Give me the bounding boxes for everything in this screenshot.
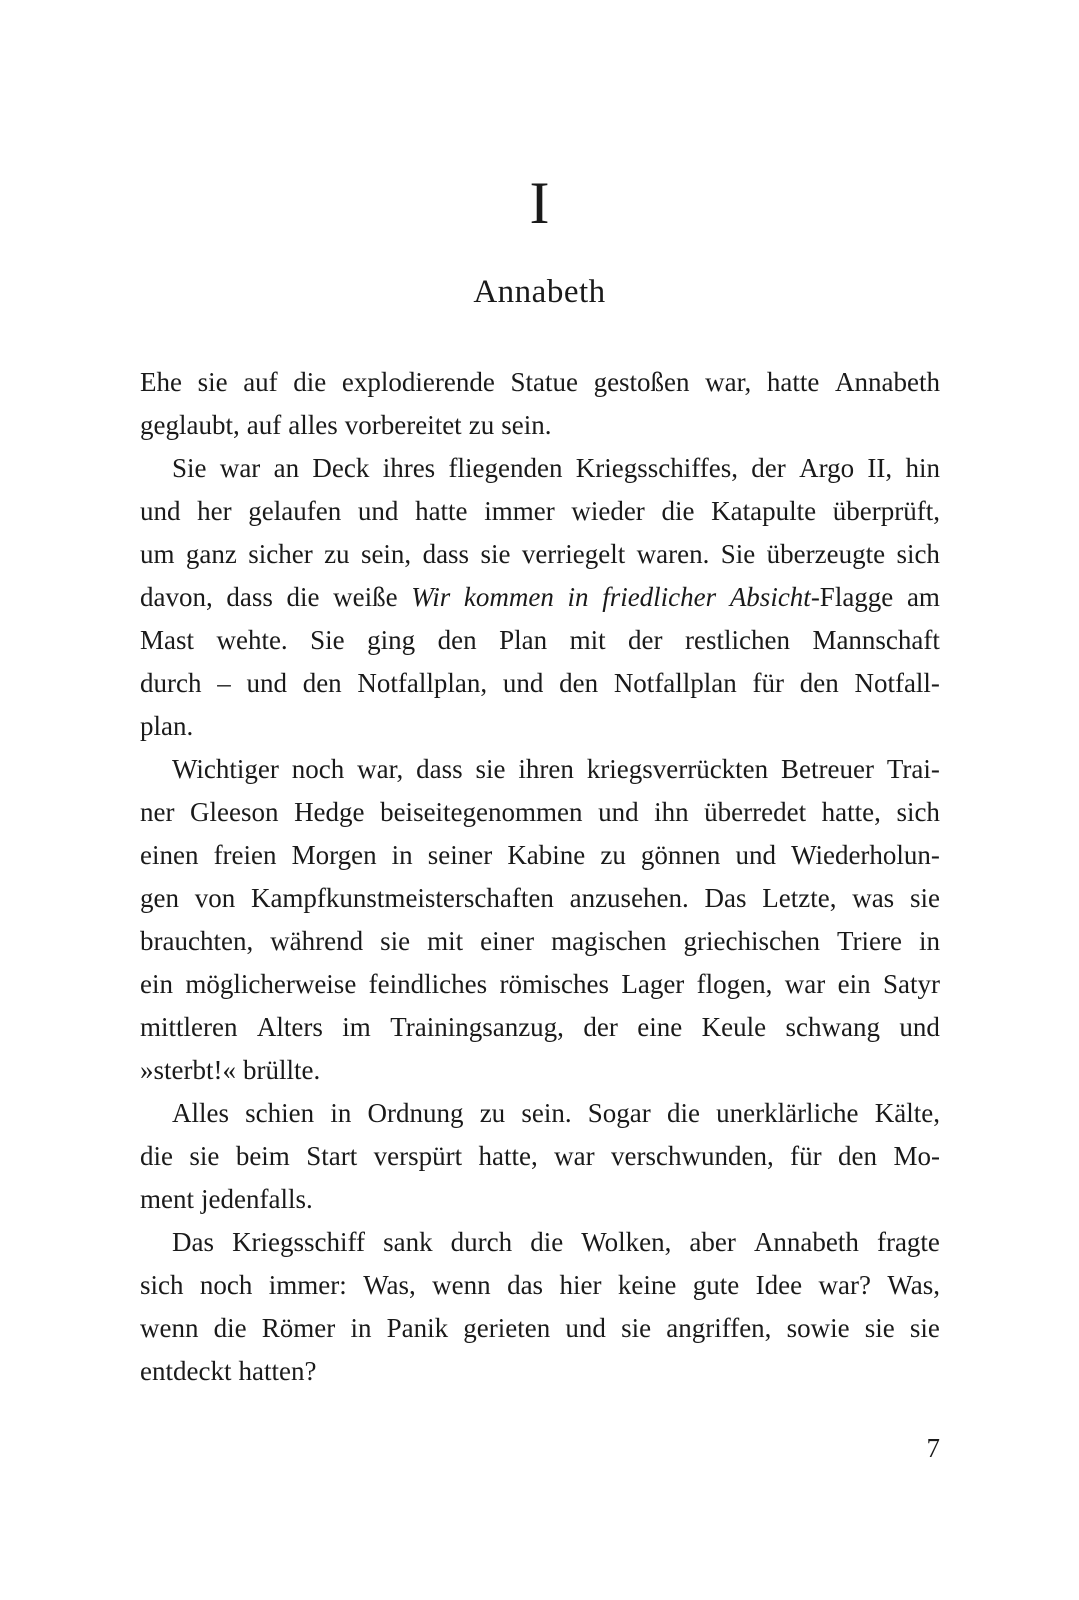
text-line — [140, 447, 940, 490]
word: gestoßen — [593, 367, 690, 397]
text-line — [140, 748, 940, 791]
word: gen — [140, 883, 179, 913]
word: Notfallplan — [613, 668, 737, 698]
word: zu — [600, 840, 626, 870]
word: und — [502, 668, 544, 698]
word: sich — [896, 797, 940, 827]
word: angriffen, — [666, 1313, 772, 1343]
word: hatte, — [821, 797, 881, 827]
word: fliegenden — [448, 453, 563, 483]
word: ner — [140, 797, 175, 827]
word: ihres — [382, 453, 436, 483]
word: sie — [864, 1313, 895, 1343]
word: brauchten, — [140, 926, 254, 956]
word: Was, — [363, 1270, 416, 1300]
word: entdeckt — [140, 1356, 232, 1386]
word: Kriegsschiffes, — [575, 453, 738, 483]
word: den — [437, 625, 477, 655]
text-line — [140, 1350, 940, 1393]
word: sie — [909, 883, 940, 913]
word: noch — [291, 754, 345, 784]
word: freien — [213, 840, 277, 870]
text-line — [140, 361, 940, 404]
word: geglaubt, — [140, 410, 240, 440]
text-line — [140, 1135, 940, 1178]
word: Trai- — [886, 754, 940, 784]
word: für — [752, 668, 784, 698]
word: während — [270, 926, 364, 956]
word: durch — [450, 1227, 513, 1257]
word: dass — [226, 582, 273, 612]
text-line — [140, 1092, 940, 1135]
word: die — [530, 1227, 564, 1257]
word: hatte — [415, 496, 468, 526]
word: davon, — [140, 582, 213, 612]
word: verspürt — [373, 1141, 463, 1171]
word: Sogar — [587, 1098, 651, 1128]
word: hatte — [766, 367, 820, 397]
word: Katapulte — [711, 496, 817, 526]
text-line — [140, 920, 940, 963]
word: Start — [306, 1141, 358, 1171]
word: Ordnung — [367, 1098, 464, 1128]
word: unerklärliche — [716, 1098, 859, 1128]
word: war, — [705, 367, 752, 397]
word: durch — [140, 668, 202, 698]
word: ganz — [185, 539, 237, 569]
text-line — [140, 576, 940, 619]
word: Statue — [510, 367, 578, 397]
word: anzusehen. — [569, 883, 689, 913]
word: Sie — [172, 453, 207, 483]
word: weiße — [333, 582, 398, 612]
word: was — [852, 883, 895, 913]
word: kommen — [463, 582, 554, 612]
word: überredet — [704, 797, 807, 827]
word: Alles — [172, 1098, 229, 1128]
word: Annabeth — [753, 1227, 859, 1257]
word: Alters — [256, 1012, 323, 1042]
word: Plan — [499, 625, 548, 655]
word: Satyr — [882, 969, 940, 999]
word: die — [666, 1098, 700, 1128]
word: und — [899, 1012, 940, 1042]
word: Notfallplan, — [357, 668, 488, 698]
word: war — [554, 1141, 595, 1171]
word: ging — [367, 625, 416, 655]
word: Wolken, — [581, 1227, 672, 1257]
word: auf — [243, 367, 278, 397]
word: sein, — [360, 539, 412, 569]
word: Römer — [261, 1313, 336, 1343]
word: Mast — [140, 625, 194, 655]
word: Mannschaft — [812, 625, 940, 655]
word: Notfall- — [854, 668, 940, 698]
word: an — [273, 453, 300, 483]
word: war, — [357, 754, 404, 784]
text-line — [140, 1264, 940, 1307]
word: dass — [422, 539, 470, 569]
word: Wichtiger — [172, 754, 279, 784]
word: immer — [484, 496, 555, 526]
text-line — [140, 1221, 940, 1264]
word: fragte — [876, 1227, 940, 1257]
word: und — [598, 797, 639, 827]
word: verriegelt — [521, 539, 626, 569]
word: sie — [621, 1313, 652, 1343]
word: plan. — [140, 711, 194, 741]
word: in — [391, 840, 413, 870]
word: restlichen — [685, 625, 790, 655]
word: gönnen — [640, 840, 721, 870]
word: Ehe — [140, 367, 182, 397]
word: Kampfkunstmeisterschaften — [250, 883, 554, 913]
word: wieder — [571, 496, 645, 526]
word: die — [293, 367, 327, 397]
word: der — [583, 1012, 618, 1042]
text-line — [140, 662, 940, 705]
word: gelaufen — [248, 496, 342, 526]
word: Triere — [836, 926, 902, 956]
word: die — [286, 582, 320, 612]
word: Was, — [887, 1270, 940, 1300]
word: Wiederholun- — [791, 840, 940, 870]
word: die — [661, 496, 695, 526]
word: »sterbt!« — [140, 1055, 236, 1085]
word: ment — [140, 1184, 194, 1214]
word: sie — [197, 367, 228, 397]
word: wenn — [432, 1270, 491, 1300]
word: im — [342, 1012, 371, 1042]
word: kriegsverrückten — [586, 754, 769, 784]
word: sowie — [786, 1313, 850, 1343]
word: zu — [468, 410, 495, 440]
word: aber — [689, 1227, 736, 1257]
word: sein. — [521, 1098, 572, 1128]
word: seiner — [427, 840, 493, 870]
word: sein. — [501, 410, 552, 440]
body-text — [140, 361, 940, 1393]
word: den — [799, 668, 839, 698]
word: und — [735, 840, 776, 870]
word: hier — [559, 1270, 602, 1300]
word: den — [302, 668, 342, 698]
chapter-number: I — [529, 170, 550, 236]
word: überzeugte — [766, 539, 886, 569]
word: sich — [140, 1270, 184, 1300]
word: Kälte, — [874, 1098, 940, 1128]
word: wehte. — [216, 625, 288, 655]
word: war — [219, 453, 261, 483]
text-line — [140, 834, 940, 877]
word: Hedge — [294, 797, 365, 827]
text-line — [140, 490, 940, 533]
word: schien — [245, 1098, 315, 1128]
text-line — [140, 1307, 940, 1350]
chapter-title: Annabeth — [473, 274, 606, 310]
word: zu — [479, 1098, 506, 1128]
word: hin — [905, 453, 940, 483]
word: alles — [288, 410, 338, 440]
word: Keule — [701, 1012, 767, 1042]
word: und — [246, 668, 287, 698]
word: um — [140, 539, 175, 569]
word: mit — [427, 926, 464, 956]
word: Das — [172, 1227, 214, 1257]
word: friedlicher — [602, 582, 717, 612]
word: einer — [480, 926, 535, 956]
text-line — [140, 619, 940, 662]
word: Sie — [720, 539, 756, 569]
word: die — [140, 1141, 173, 1171]
word: den — [559, 668, 599, 698]
word: keine — [617, 1270, 677, 1300]
word: Betreuer — [781, 754, 874, 784]
word: ein — [837, 969, 871, 999]
word: der — [628, 625, 663, 655]
word: sicher — [248, 539, 313, 569]
word: in — [330, 1098, 352, 1128]
word: und — [140, 496, 181, 526]
word: römisches — [499, 969, 609, 999]
word: Letzte, — [762, 883, 837, 913]
word: Morgen — [291, 840, 377, 870]
word: in — [567, 582, 589, 612]
word: Panik — [386, 1313, 449, 1343]
word: sie — [480, 539, 511, 569]
word: Kriegsschiff — [232, 1227, 366, 1257]
word: von — [194, 883, 236, 913]
word: sie — [380, 926, 411, 956]
text-line — [140, 404, 940, 447]
word: griechischen — [683, 926, 820, 956]
page-number: 7 — [926, 1433, 940, 1463]
word: den — [838, 1141, 878, 1171]
word: Gleeson — [190, 797, 279, 827]
word: eine — [637, 1012, 683, 1042]
word: sank — [383, 1227, 433, 1257]
word: ein — [140, 969, 173, 999]
word: zu — [324, 539, 350, 569]
word: Sie — [310, 625, 345, 655]
word: in — [918, 926, 940, 956]
word: der — [751, 453, 786, 483]
text-line — [140, 963, 940, 1006]
word: beim — [235, 1141, 290, 1171]
word: gerieten — [463, 1313, 551, 1343]
word: war — [784, 969, 826, 999]
word: magischen — [551, 926, 667, 956]
word: und — [565, 1313, 606, 1343]
word: noch — [199, 1270, 253, 1300]
word: Idee — [755, 1270, 803, 1300]
word: gute — [692, 1270, 740, 1300]
word: mit — [569, 625, 606, 655]
word: II, — [867, 453, 893, 483]
word: sich — [896, 539, 940, 569]
text-line — [140, 1178, 940, 1221]
word: Deck — [312, 453, 370, 483]
word: Lager — [621, 969, 685, 999]
word: für — [790, 1141, 822, 1171]
text-line — [140, 791, 940, 834]
word: explodierende — [341, 367, 495, 397]
word: Kabine — [507, 840, 586, 870]
word: vorbereitet — [344, 410, 462, 440]
word: sie — [909, 1313, 940, 1343]
word: überprüft, — [832, 496, 940, 526]
word: das — [507, 1270, 544, 1300]
word: immer: — [268, 1270, 347, 1300]
word: und — [357, 496, 399, 526]
word: am — [906, 582, 940, 612]
word: sie — [475, 754, 506, 784]
text-line — [140, 533, 940, 576]
word: beiseitegenommen — [380, 797, 583, 827]
text-line — [140, 877, 940, 920]
word: war? — [818, 1270, 871, 1300]
word: schwang — [785, 1012, 880, 1042]
word: waren. — [636, 539, 710, 569]
word: die — [213, 1313, 247, 1343]
word: brüllte. — [243, 1055, 321, 1085]
word: Mo- — [893, 1141, 940, 1171]
text-line — [140, 1049, 940, 1092]
word: dass — [416, 754, 463, 784]
word: Argo — [799, 453, 855, 483]
word: her — [197, 496, 232, 526]
word: – — [217, 668, 231, 698]
word: einen — [140, 840, 199, 870]
word: mittleren — [140, 1012, 238, 1042]
word: verschwunden, — [611, 1141, 774, 1171]
word: Annabeth — [835, 367, 940, 397]
word: jedenfalls. — [201, 1184, 313, 1214]
word: flogen, — [696, 969, 773, 999]
word: Absicht-Flagge — [729, 582, 894, 612]
word: sie — [189, 1141, 220, 1171]
word: auf — [246, 410, 282, 440]
word: wenn — [140, 1313, 199, 1343]
word: Trainingsanzug, — [390, 1012, 564, 1042]
word: möglicherweise — [185, 969, 357, 999]
word: ihn — [654, 797, 689, 827]
text-line — [140, 1006, 940, 1049]
word: in — [350, 1313, 372, 1343]
word: hatte, — [478, 1141, 538, 1171]
word: Wir — [411, 582, 451, 612]
word: Das — [704, 883, 747, 913]
word: hatten? — [238, 1356, 317, 1386]
word: feindliches — [368, 969, 488, 999]
text-line — [140, 705, 940, 748]
word: ihren — [518, 754, 574, 784]
